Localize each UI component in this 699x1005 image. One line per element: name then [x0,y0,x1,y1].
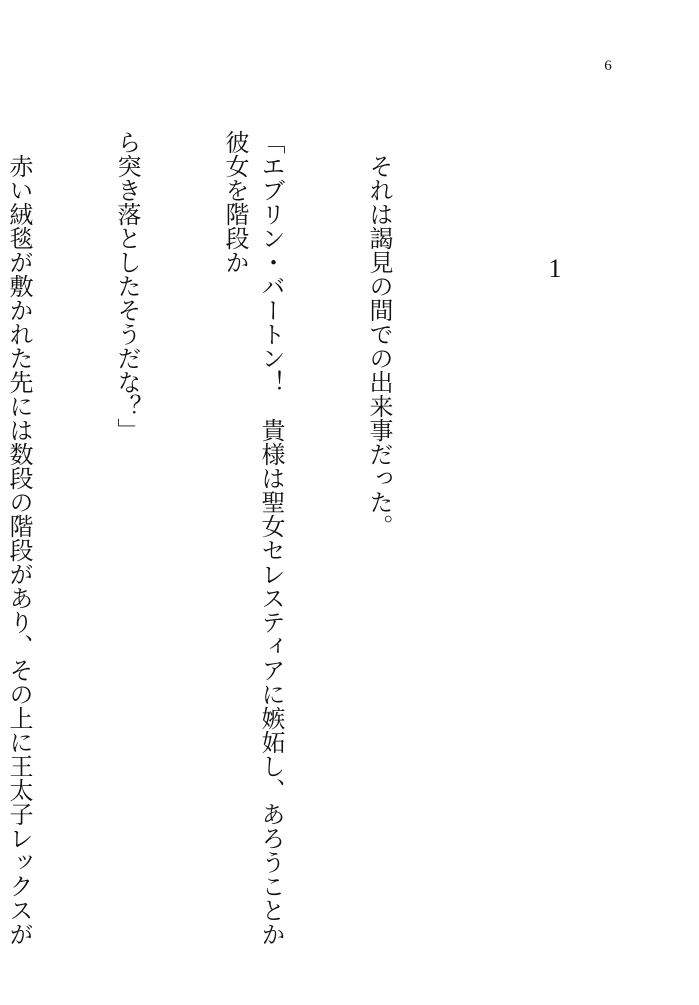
text-line: ら突き落としたそうだな？」 [113,130,141,442]
body-text [0,130,469,960]
text-line: それは謁見の間での出来事だった。 [365,154,393,538]
text-line: 赤い絨毯が敷かれた先には数段の階段があり、その上に王太子レックスが [5,154,33,946]
page-number: 6 [604,58,612,74]
chapter-number: 1 [548,254,562,283]
text-line: 「エブリン・バートン！ 貴様は聖女セレスティアに嫉妬し、あろうことか彼女を階段か [221,130,285,946]
